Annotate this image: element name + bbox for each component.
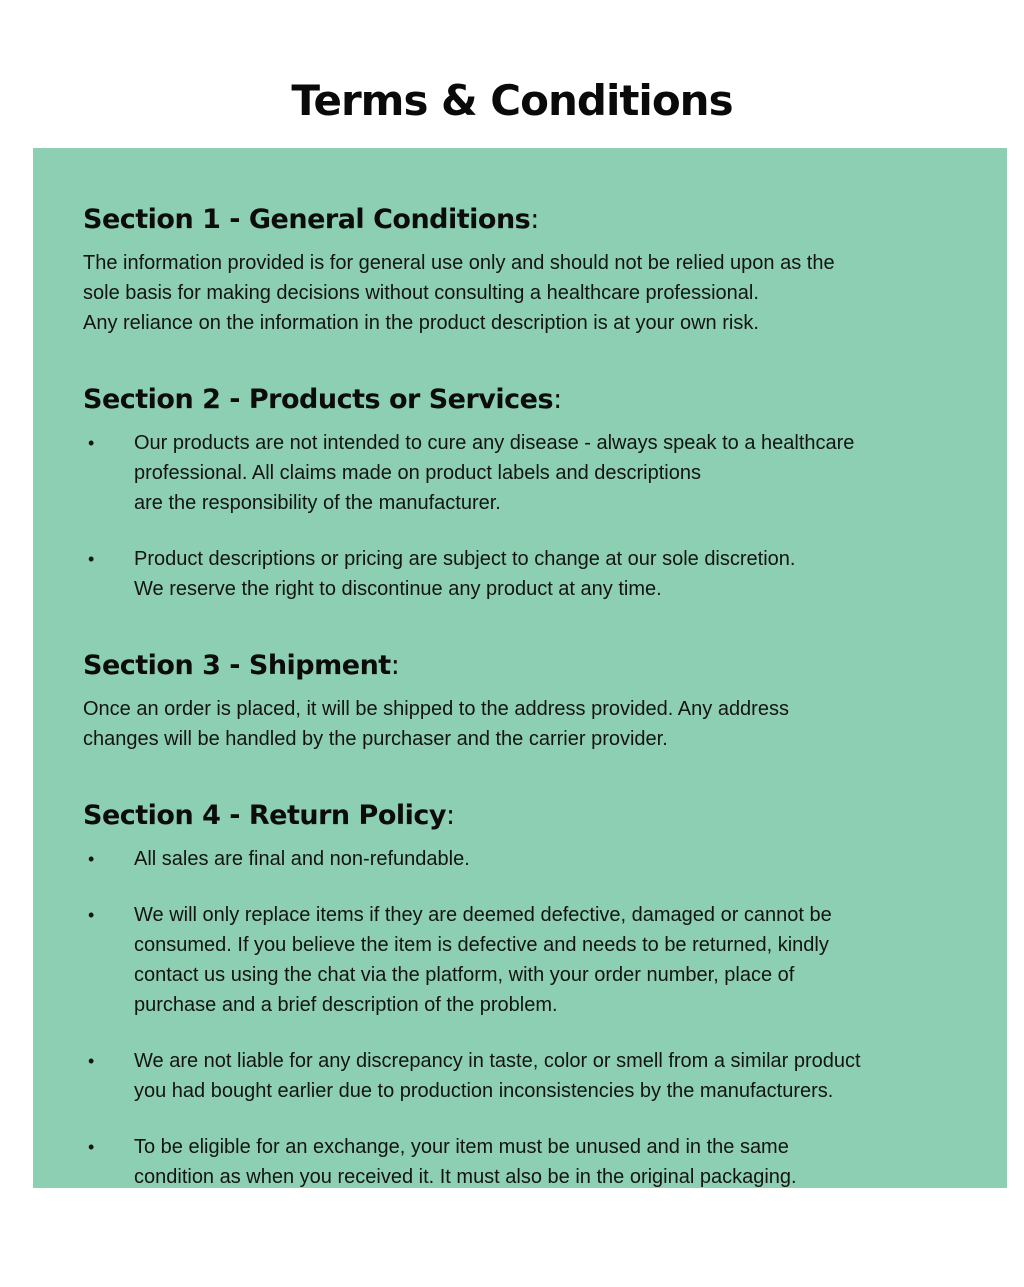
bullet-item: [83, 428, 957, 518]
text-line: Our products are not intended to cure any disease - always speak to a healthcare: [134, 432, 855, 454]
section-heading-colon: :: [530, 204, 539, 235]
text-line: All sales are final and non-refundable.: [134, 848, 470, 870]
text-line: Product descriptions or pricing are subject to change at our sole discretion.: [134, 548, 796, 570]
bullet-icon: •: [88, 905, 95, 925]
bullet-item: [83, 1046, 957, 1106]
text-line: you had bought earlier due to production inconsistencies by the manufacturers.: [134, 1080, 834, 1102]
text-line: We are not liable for any discrepancy in taste, color or smell from a similar product: [134, 1050, 861, 1072]
text-line: sole basis for making decisions without consulting a healthcare professional.: [83, 282, 759, 304]
section-return-policy: [83, 800, 957, 1192]
text-line: consumed. If you believe the item is defective and needs to be returned, kindly: [134, 934, 829, 956]
bullet-text: [134, 900, 957, 1020]
text-line: We reserve the right to discontinue any product at any time.: [134, 578, 662, 600]
text-line: To be eligible for an exchange, your item must be unused and in the same: [134, 1136, 789, 1158]
bullet-text: [134, 544, 957, 604]
text-line: contact us using the chat via the platform, with your order number, place of: [134, 964, 795, 986]
bullet-item: [83, 544, 957, 604]
bullet-icon: •: [88, 1051, 95, 1071]
text-line: are the responsibility of the manufacturer.: [134, 492, 501, 514]
text-line: Once an order is placed, it will be shipped to the address provided. Any address: [83, 698, 789, 720]
section-heading: [83, 204, 957, 235]
bullet-item: [83, 900, 957, 1020]
section-products-or-services: [83, 384, 957, 604]
text-line: We will only replace items if they are deemed defective, damaged or cannot be: [134, 904, 832, 926]
section-heading: [83, 650, 957, 681]
bullet-icon: •: [88, 849, 95, 869]
text-line: condition as when you received it. It must also be in the original packaging.: [134, 1166, 797, 1188]
section-heading-text: Section 2 - Products or Services: [83, 384, 554, 415]
bullet-text: [134, 1132, 957, 1192]
section-general-conditions: [83, 204, 957, 338]
terms-panel: [33, 148, 1007, 1188]
section-heading: [83, 384, 957, 415]
title-area: [0, 0, 1024, 125]
section-heading-colon: :: [446, 800, 455, 831]
bullet-text: [134, 844, 957, 874]
bullet-item: [83, 844, 957, 874]
text-line: purchase and a brief description of the problem.: [134, 994, 558, 1016]
section-heading: [83, 800, 957, 831]
paragraph-block: [83, 694, 957, 754]
bullet-text: [134, 428, 957, 518]
text-line: Any reliance on the information in the product description is at your own risk.: [83, 312, 759, 334]
text-line: The information provided is for general use only and should not be relied upon as the: [83, 252, 835, 274]
section-heading-colon: :: [390, 650, 400, 681]
section-heading-text: Section 1 - General Conditions: [83, 204, 531, 235]
section-heading-text: Section 3 - Shipment: [83, 650, 391, 681]
paragraph-block: [83, 248, 957, 338]
bullet-icon: •: [88, 549, 95, 569]
bullet-icon: •: [88, 433, 95, 453]
page-title: Terms & Conditions: [291, 76, 733, 125]
text-line: changes will be handled by the purchaser and the carrier provider.: [83, 728, 668, 750]
section-heading-text: Section 4 - Return Policy: [83, 800, 447, 831]
bullet-icon: •: [88, 1137, 95, 1157]
section-heading-colon: :: [553, 384, 562, 415]
bullet-item: [83, 1132, 957, 1192]
text-line: professional. All claims made on product labels and descriptions: [134, 462, 701, 484]
bullet-text: [134, 1046, 957, 1106]
section-shipment: [83, 650, 957, 754]
